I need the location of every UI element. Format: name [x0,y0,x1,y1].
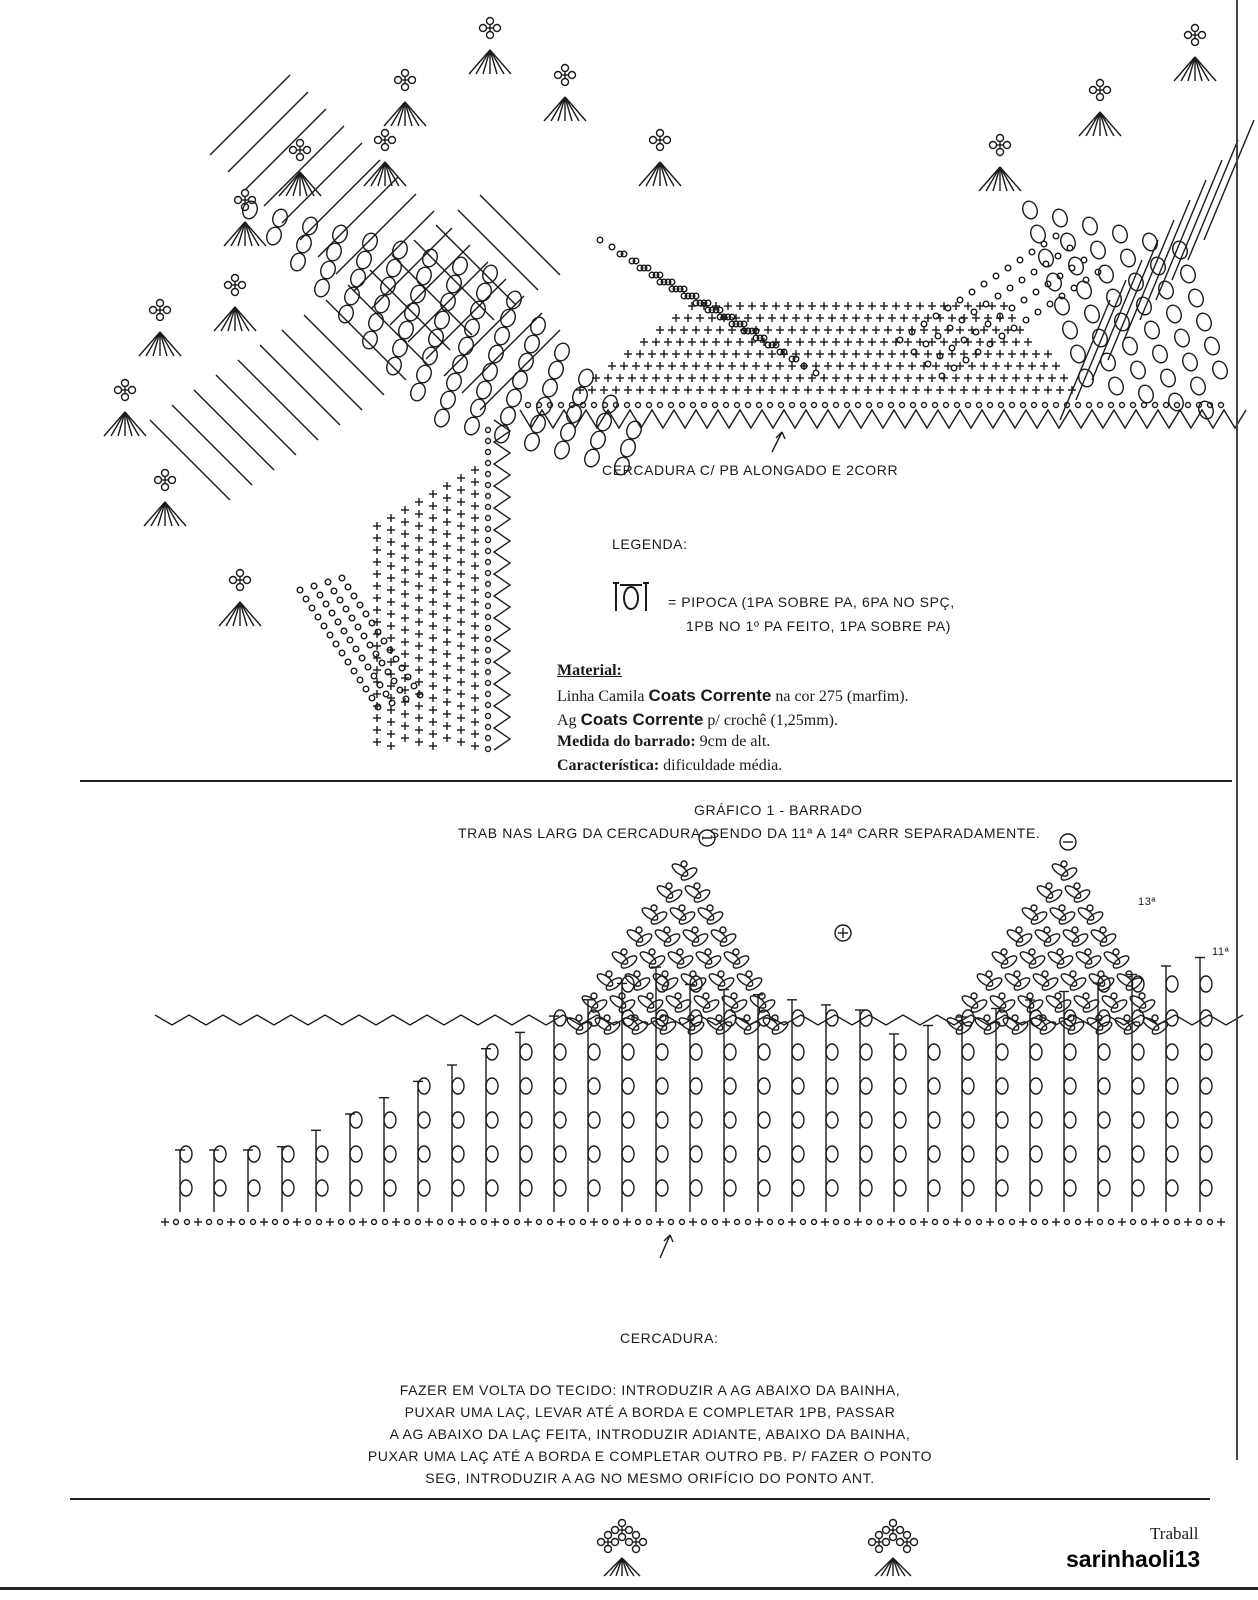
feature-value: dificuldade média. [663,757,783,774]
brand-name-2: Coats Corrente [580,710,704,729]
material-line-1-suffix: na cor 275 (marfim). [775,688,909,705]
size-label: Medida do barrado: [557,733,696,750]
material-heading: Material: [557,662,622,679]
feature-line [557,757,782,775]
border-chart-diagram [0,840,1258,1170]
size-value: 9cm de alt. [699,733,771,750]
instruction-line-1: FAZER EM VOLTA DO TECIDO: INTRODUZIR A AG ABAIXO DA BAINHA, [399,1382,901,1398]
instruction-line-2: PUXAR UMA LAÇ, LEVAR ATÉ A BORDA E COMPLETAR 1PB, PASSAR [404,1404,896,1420]
legend-line-1: = PIPOCA (1PA SOBRE PA, 6PA NO SPÇ, [668,594,955,610]
page-right-edge [1236,0,1238,1460]
material-line-2 [557,710,838,730]
corner-edging-diagram [0,0,1258,780]
legend-line-2: 1PB NO 1º PA FEITO, 1PA SOBRE PA) [686,618,952,634]
chart-subtitle: TRAB NAS LARG DA CERCADURA, SENDO DA 11ª A 14ª CARR SEPARADAMENTE. [458,825,1041,841]
page-bottom-edge [0,1587,1258,1590]
section-divider-1 [80,780,1232,782]
material-line-1 [557,686,909,706]
watermark-text: sarinhaoli13 [1066,1546,1201,1572]
material-line-2-prefix: Ag [557,712,577,729]
instruction-line-4: PUXAR UMA LAÇ ATÉ A BORDA E COMPLETAR OUTRO PB. P/ FAZER O PONTO [367,1448,933,1464]
row-11-label: 11ª [1212,946,1230,958]
instructions-block [330,1379,970,1489]
chart-title: GRÁFICO 1 - BARRADO [694,802,863,818]
legend-title: LEGENDA: [612,536,688,552]
popcorn-stitch-icon [612,580,652,614]
edging-label-bottom: CERCADURA: [620,1330,719,1346]
feature-label: Característica: [557,757,660,774]
instruction-line-3: A AG ABAIXO DA LAÇ FEITA, INTRODUZIR ADIANTE, ABAIXO DA BAINHA, [389,1426,911,1442]
material-line-1-prefix: Linha Camila [557,688,645,705]
size-line [557,733,770,751]
instruction-line-5: SEG, INTRODUZIR A AG NO MESMO ORIFÍCIO DO PONTO ANT. [425,1470,875,1486]
row-13-label: 13ª [1138,896,1157,908]
material-line-2-suffix: p/ crochê (1,25mm). [707,712,838,729]
brand-name: Coats Corrente [648,686,772,705]
page-word: Traball [1150,1524,1199,1543]
edging-label-top: CERCADURA C/ PB ALONGADO E 2CORR [602,462,899,478]
